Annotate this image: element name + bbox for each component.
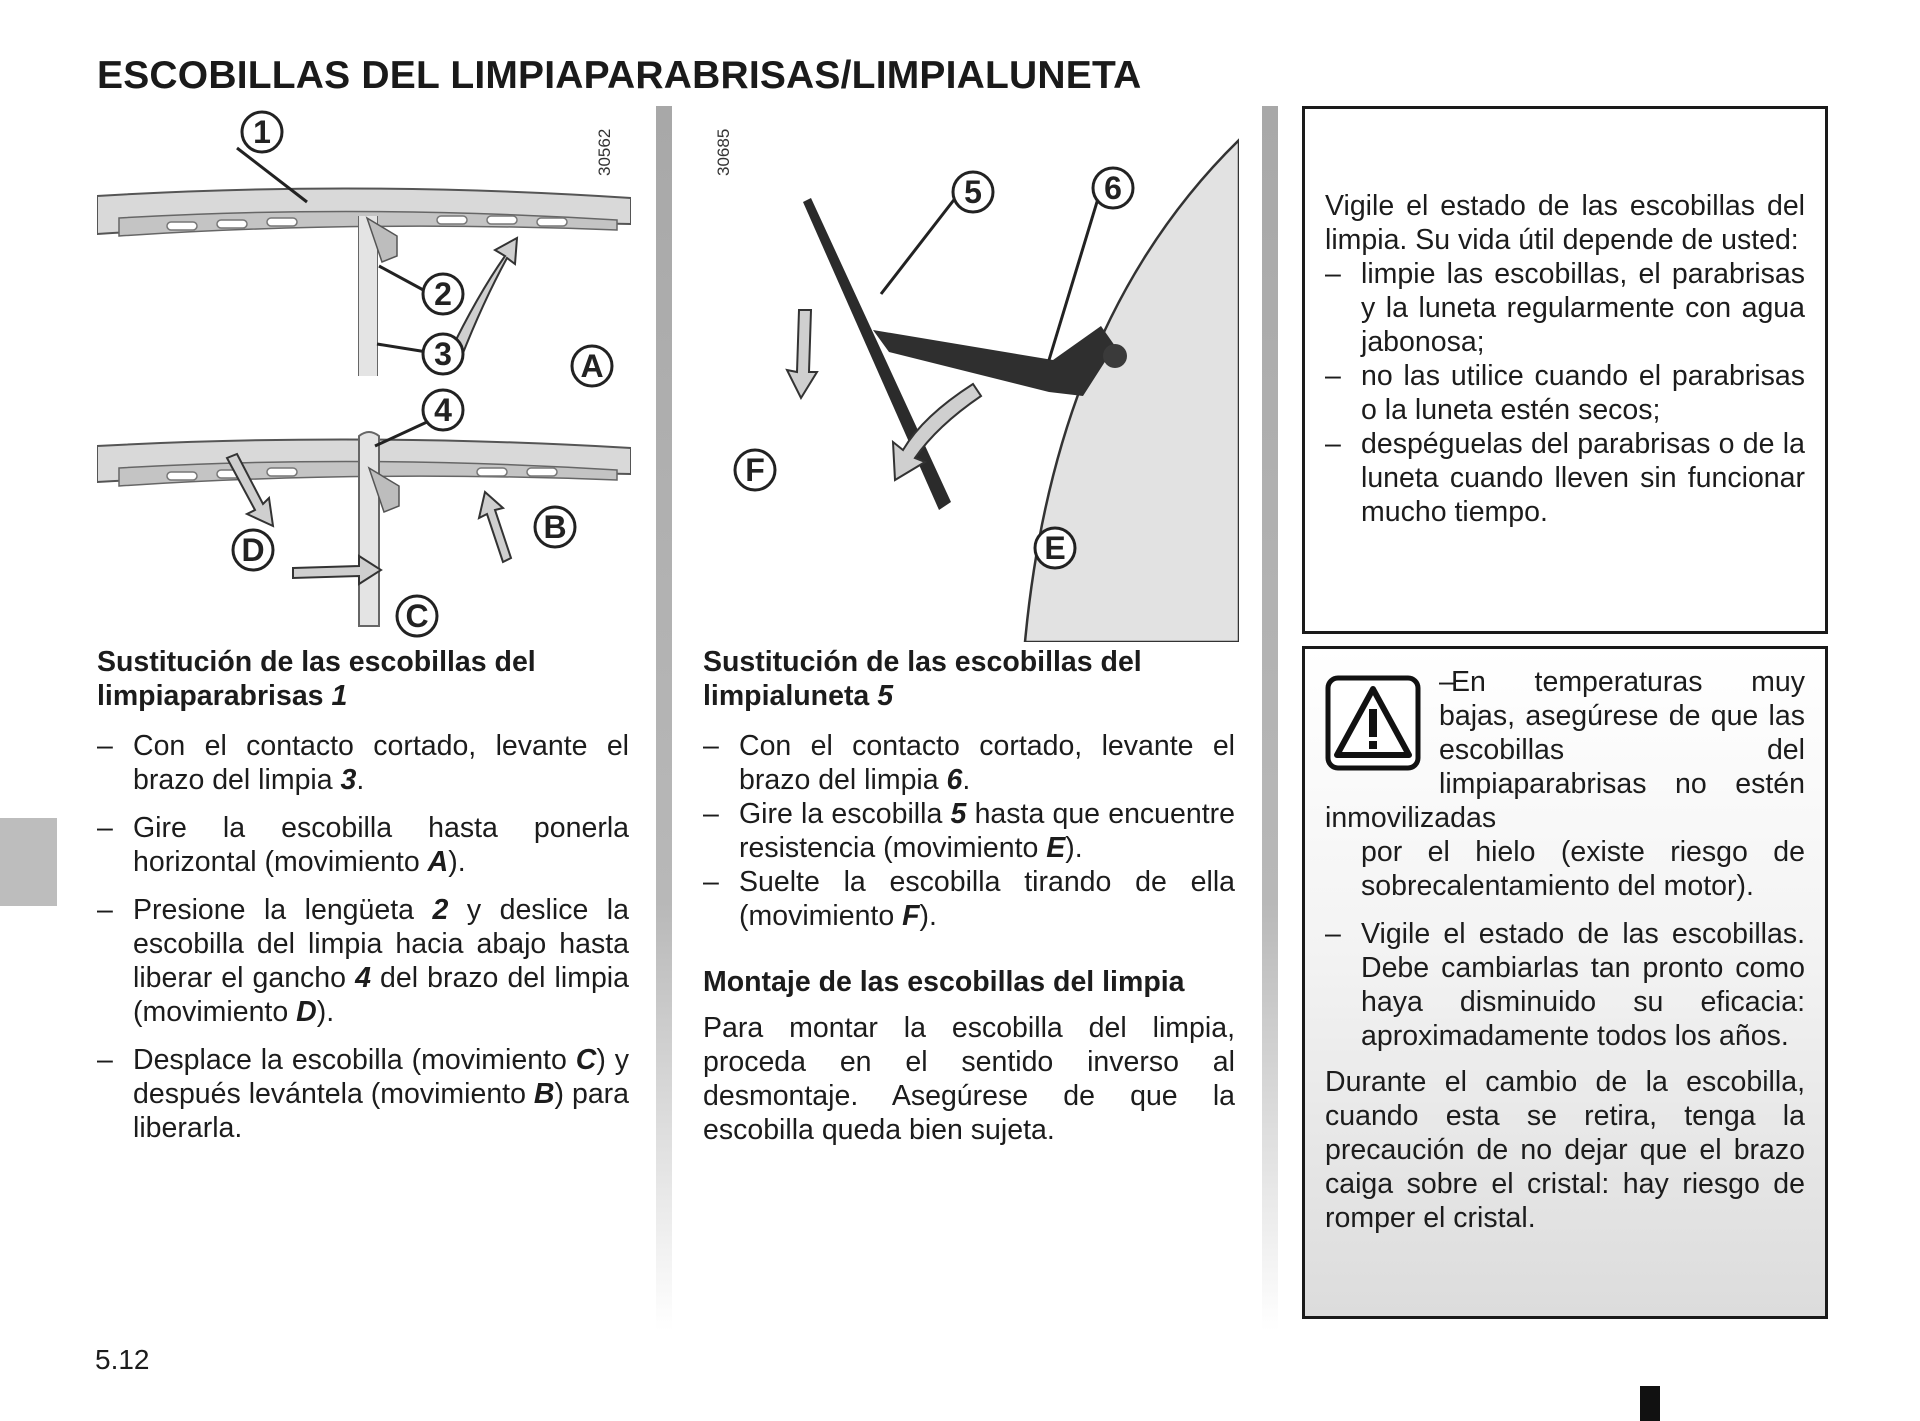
svg-text:B: B (543, 509, 567, 545)
svg-text:F: F (745, 452, 765, 488)
svg-text:1: 1 (253, 114, 271, 150)
list-item: – Presione la lengüeta 2 y deslice la escobilla del limpia hacia abajo hasta liberar el gancho 4 del brazo del limpia (movimiento D). (97, 893, 629, 1029)
steps-list (97, 729, 629, 1145)
section-heading: Sustitución de las escobillas del limpialuneta 5 (703, 646, 1142, 712)
warning-box (1302, 646, 1828, 1319)
column-separator-2 (1262, 106, 1278, 1331)
callout-1 (242, 112, 282, 152)
svg-text:D: D (241, 532, 265, 568)
svg-text:3: 3 (434, 336, 452, 372)
list-item: – Gire la escobilla 5 hasta que encuentre resistencia (movimiento E). (703, 797, 1235, 865)
list-item: – Vigile el estado de las escobillas. Debe cambiarlas tan pronto como haya disminuido su eficacia: aproximadamente todos los años. (1325, 917, 1805, 1053)
mounting-paragraph: Para montar la escobilla del limpia, proceda en el sentido inverso al desmontaje. Asegúrese de que la escobilla queda bien sujeta. (703, 1012, 1235, 1146)
figure-rear-wiper (703, 106, 1239, 642)
column-rear-instructions (703, 645, 1235, 1147)
svg-text:2: 2 (434, 276, 452, 312)
list-item: – Con el contacto cortado, levante el brazo del limpia 3. (97, 729, 629, 797)
page-marker (1640, 1386, 1660, 1421)
info-intro: Vigile el estado de las escobillas del limpia. Su vida útil depende de usted: (1325, 190, 1805, 256)
section-heading: Sustitución de las escobillas del limpiaparabrisas 1 (97, 646, 536, 712)
column-separator-1 (656, 106, 672, 1331)
list-item: – no las utilice cuando el parabrisas o la luneta estén secos; (1325, 359, 1805, 427)
list-item: – Gire la escobilla hasta ponerla horizontal (movimiento A). (97, 811, 629, 879)
section-tab (0, 818, 57, 906)
mounting-heading: Montaje de las escobillas del limpia (703, 966, 1185, 998)
callout-2 (423, 274, 463, 314)
callout-F (735, 450, 775, 490)
warning-list (1325, 917, 1805, 1053)
callout-4 (423, 390, 463, 430)
warning-triangle-icon (1325, 675, 1421, 771)
page-number: 5.12 (95, 1344, 150, 1375)
callout-6 (1093, 168, 1133, 208)
figure-code: 30685 (714, 128, 733, 176)
warning-final: Durante el cambio de la escobilla, cuando esta se retira, tenga la precaución de no dejar que el brazo caiga sobre el cristal: hay riesgo de romper el cristal. (1325, 1066, 1805, 1234)
callout-A (572, 346, 612, 386)
callout-B (535, 507, 575, 547)
callout-E (1035, 528, 1075, 568)
figure-windshield-wiper (97, 106, 631, 646)
list-item: – limpie las escobillas, el parabrisas y la luneta regularmente con agua jabonosa; (1325, 257, 1805, 359)
list-item: – Con el contacto cortado, levante el brazo del limpia 6. (703, 729, 1235, 797)
callout-D (233, 530, 273, 570)
list-item: – Suelte la escobilla tirando de ella (movimiento F). (703, 865, 1235, 933)
svg-text:A: A (580, 348, 604, 384)
info-box (1302, 106, 1828, 634)
svg-text:C: C (405, 598, 429, 634)
list-item: – despéguelas del parabrisas o de la luneta cuando lleven sin funcionar mucho tiempo. (1325, 427, 1805, 529)
column-windshield-instructions (97, 645, 629, 1159)
list-item: – Desplace la escobilla (movimiento C) y después levántela (movimiento B) para liberarla. (97, 1043, 629, 1145)
callout-C (397, 596, 437, 636)
warning-text: –En temperaturas muy bajas, asegúrese de que las escobillas del limpiaparabrisas no estén inmovilizadas (1325, 666, 1805, 834)
callout-5 (953, 172, 993, 212)
svg-text:6: 6 (1104, 170, 1122, 206)
warning-text-continued: por el hielo (existe riesgo de sobrecalentamiento del motor). (1361, 836, 1805, 902)
svg-text:5: 5 (964, 174, 982, 210)
svg-text:E: E (1044, 530, 1066, 566)
callout-3 (423, 334, 463, 374)
info-list (1325, 257, 1805, 529)
svg-text:4: 4 (434, 392, 452, 428)
steps-list (703, 729, 1235, 933)
figure-code: 30562 (595, 128, 614, 176)
page-title: ESCOBILLAS DEL LIMPIAPARABRISAS/LIMPIALUNETA (97, 54, 1142, 98)
